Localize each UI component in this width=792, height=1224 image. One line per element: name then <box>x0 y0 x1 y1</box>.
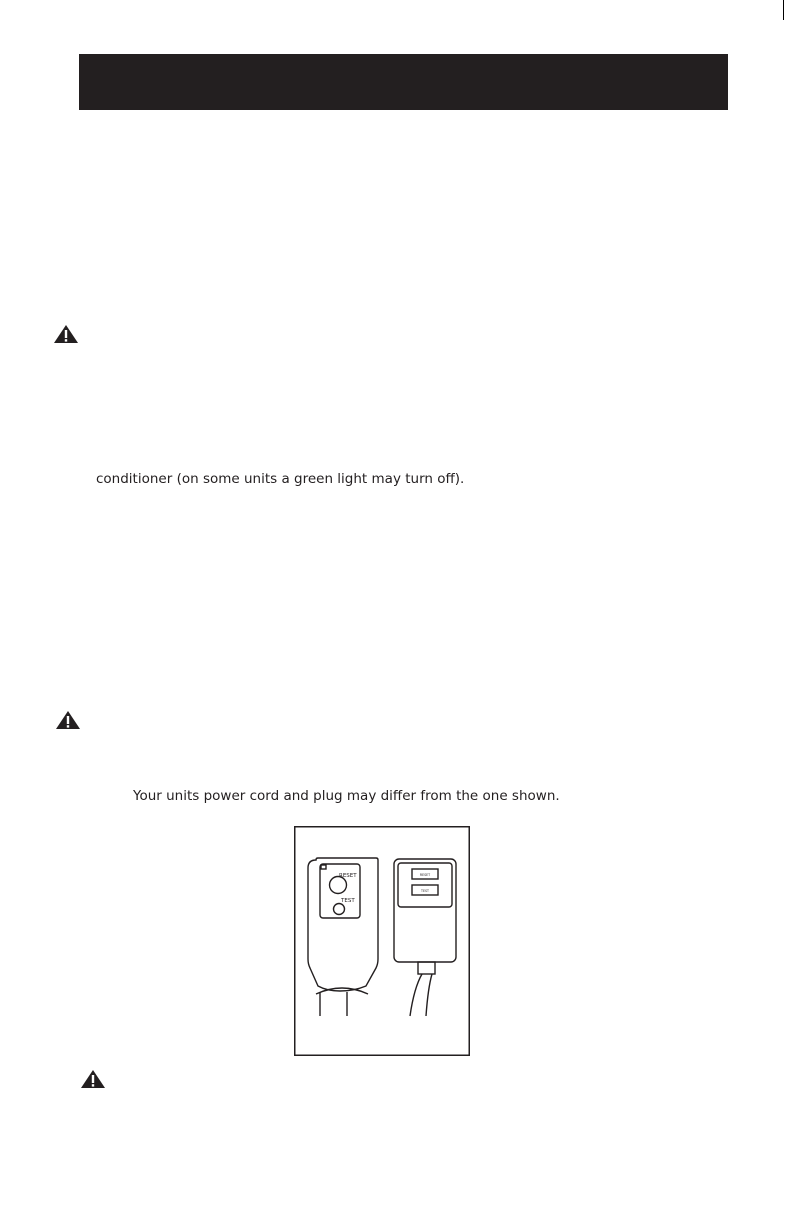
figure-frame <box>295 827 470 1056</box>
left-plug <box>308 858 378 1016</box>
warning-icon <box>55 710 81 730</box>
left-reset-label: RESET <box>339 873 357 879</box>
right-test-label: TEST <box>421 889 429 893</box>
body-line-conditioner: conditioner (on some units a green light may turn off). <box>96 471 465 487</box>
warning-icon <box>80 1069 106 1089</box>
crop-mark <box>783 0 784 20</box>
right-plug <box>394 859 456 1016</box>
section-title-bar <box>79 54 728 110</box>
body-line-cord-note: Your units power cord and plug may differ from the one shown. <box>133 788 560 804</box>
right-reset-label: RESET <box>419 873 431 877</box>
power-plug-illustration <box>294 826 470 1056</box>
warning-icon <box>53 324 79 344</box>
left-test-label: TEST <box>341 898 355 904</box>
